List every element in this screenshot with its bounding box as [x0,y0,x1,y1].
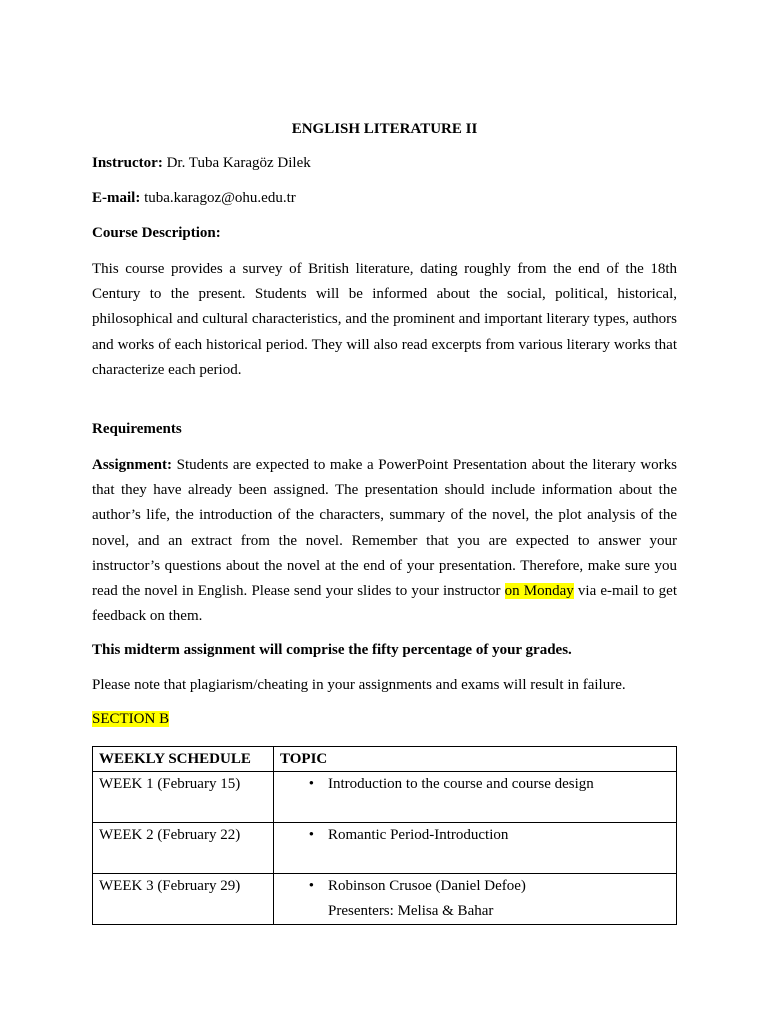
email-value: tuba.karagoz@ohu.edu.tr [140,190,296,206]
assignment-label: Assignment: [92,457,173,473]
bullet-icon: • [308,878,314,894]
topic-cell [274,874,677,925]
week-cell: WEEK 1 (February 15) [93,772,274,823]
bullet-icon: • [308,827,314,843]
weekly-schedule-table [92,746,677,925]
table-row [93,874,677,925]
instructor-line [92,155,311,172]
document-title: ENGLISH LITERATURE II [291,121,478,137]
section-label-text: SECTION B [92,711,170,727]
week-cell: WEEK 2 (February 22) [93,823,274,874]
plagiarism-note: Please note that plagiarism/cheating in your assignments and exams will result in failure. [92,677,626,693]
topic-text: Romantic Period-Introduction [328,827,509,843]
topic-cell [274,823,677,874]
assignment-text: Students are expected to make a PowerPoint Presentation about the literary works that they have already been assigned. The presentation should include information about the author’s life, the introduction of the characters, summary of the novel, the plot analysis of the novel, and an extract from the novel. Remember that you are expected to answer your instructor’s questions about the novel at the end of your presentation. Therefore, make sure you read the novel in English. Please send your slides to your instructor [92,457,677,600]
table-row [93,823,677,874]
email-label: E-mail: [92,190,141,206]
email-line [92,190,296,207]
requirements-heading: Requirements [92,421,182,437]
assignment-highlight: on Monday [504,583,574,600]
presenters-text: Presenters: Melisa & Bahar [328,903,494,919]
assignment-text-end: via e-mail to get feedback on them. [92,583,678,625]
midterm-note: This midterm assignment will comprise the fifty percentage of your grades. [92,642,572,658]
assignment-paragraph [92,453,677,629]
instructor-value: Dr. Tuba Karagöz Dilek [162,155,311,171]
header-weekly-schedule: WEEKLY SCHEDULE [93,747,274,772]
course-description-paragraph: This course provides a survey of British literature, dating roughly from the end of the 18th Century to the present. Students will be informed about the social, political, historical, philosophical and cultural characteristics, and the prominent and important literary types, authors and works of each historical period. They will also read excerpts from various literary works that characterize each period. [92,261,677,378]
week-cell: WEEK 3 (February 29) [93,874,274,925]
course-description-heading: Course Description: [92,225,221,241]
section-label [92,711,169,728]
topic-text: Introduction to the course and course design [328,776,594,792]
table-row [93,772,677,823]
topic-text: Robinson Crusoe (Daniel Defoe) [328,878,526,894]
bullet-icon: • [308,776,314,792]
table-header-row [93,747,677,772]
header-topic: TOPIC [274,747,677,772]
instructor-label: Instructor: [92,155,163,171]
topic-cell [274,772,677,823]
